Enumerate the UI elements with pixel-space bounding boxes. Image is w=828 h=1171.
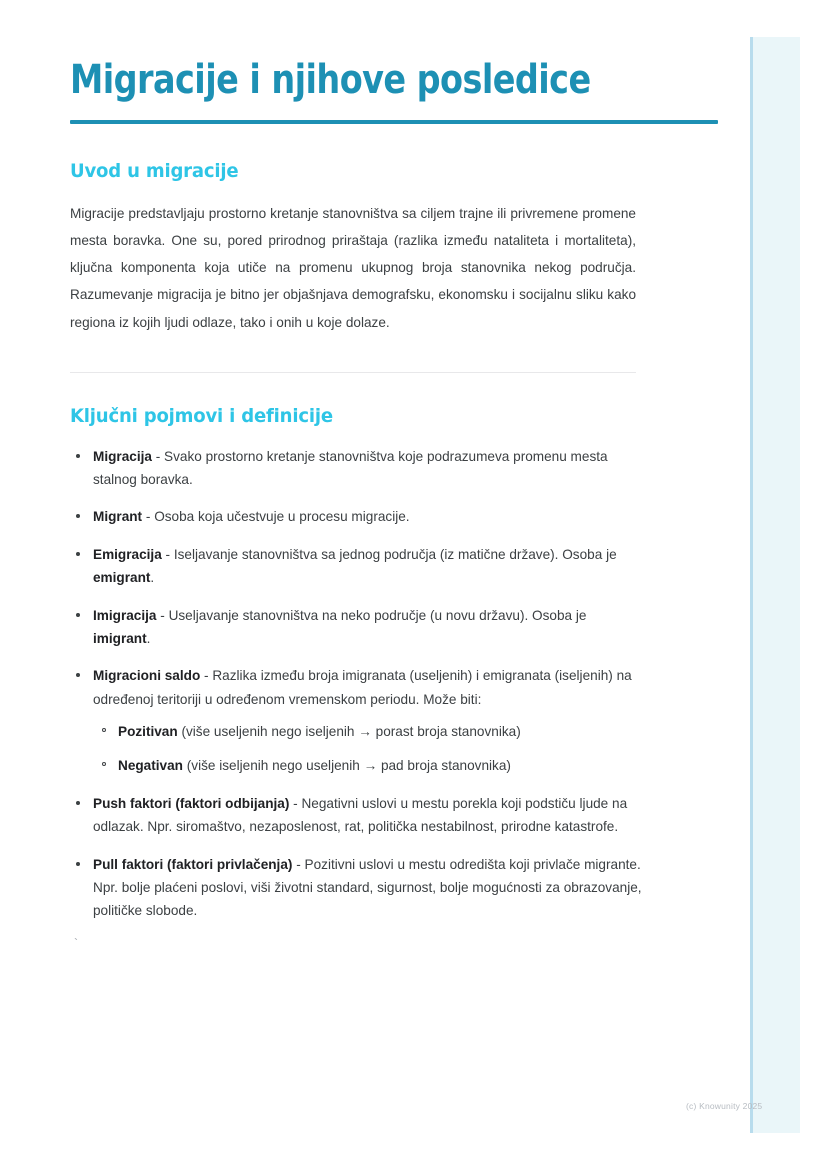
term-definition: Negativni uslovi u mestu porekla koji podstiču ljude na odlazak. Npr. siromaštvo, nezaposlenost, rat, politička nestabilnost, prirodne katastrofe. <box>93 795 628 835</box>
list-item <box>70 543 644 590</box>
term-separator: - <box>292 856 305 872</box>
bullet-dot-icon <box>76 454 80 458</box>
term-definition: Osoba koja učestvuje u procesu migracije. <box>154 509 410 525</box>
term-emphasis: imigrant <box>93 630 147 646</box>
term-separator: - <box>156 607 169 623</box>
list-item <box>70 505 644 528</box>
term-emphasis: emigrant <box>93 570 151 586</box>
term-separator: - <box>289 795 302 811</box>
bullet-dot-icon <box>76 801 80 805</box>
list-item <box>93 720 644 743</box>
bullet-circle-icon <box>102 728 106 732</box>
bullet-dot-icon <box>76 514 80 518</box>
term-separator: - <box>151 448 165 464</box>
title-underline-rule <box>70 120 718 124</box>
bullet-dot-icon <box>76 673 80 677</box>
list-item <box>70 664 644 778</box>
term-definition-tail: . <box>146 630 151 646</box>
list-item <box>70 853 644 923</box>
term-definition: Pozitivni uslovi u mestu odredišta koji privlače migrante. Npr. bolje plaćeni poslovi, viši životni standard, sigurnost, bolje mogućnosti za obrazovanje, političke slobode. <box>93 856 642 919</box>
bullet-circle-icon <box>102 762 106 766</box>
bullet-dot-icon <box>76 613 80 617</box>
term-name: Push faktori (faktori odbijanja) <box>93 795 290 811</box>
section-heading-intro: Uvod u migracije <box>70 159 239 182</box>
bullet-dot-icon <box>76 552 80 556</box>
subterm-name: Pozitivan <box>118 724 178 740</box>
term-name: Migrant <box>93 509 143 525</box>
term-definition: Razlika između broja imigranata (useljenih) i emigranata (iseljenih) na određenoj teritoriji u određenom vremenskom periodu. Može biti: <box>93 668 632 707</box>
key-terms-list <box>70 445 644 923</box>
term-name: Migracija <box>93 448 152 464</box>
term-definition: Svako prostorno kretanje stanovništva koje podrazumeva promenu mesta stalnog boravka. <box>93 448 608 488</box>
subterm-name: Negativan <box>118 758 183 774</box>
intro-paragraph: Migracije predstavljaju prostorno kretanje stanovništva sa ciljem trajne ili privremene promene mesta boravka. One su, pored prirodnog priraštaja (razlika između nataliteta i mortaliteta), ključna komponenta koja utiče na promenu ukupnog broja stanovnika nekog područja. Razumevanje migracija je bitno jer objašnjava demografsku, ekonomsku i socijalnu sliku kako regiona iz kojih ljudi odlaze, tako i onih u koje dolaze. <box>70 205 636 330</box>
migration-balance-sublist <box>93 720 644 778</box>
bullet-dot-icon <box>76 862 80 866</box>
term-separator: - <box>161 546 174 562</box>
term-name: Migracioni saldo <box>93 668 201 684</box>
term-definition: Iseljavanje stanovništva sa jednog područja (iz matične države). Osoba je <box>173 546 617 562</box>
page-title: Migracije i njihove posledice <box>70 57 591 103</box>
list-item <box>70 445 644 492</box>
list-item <box>70 604 644 651</box>
list-item <box>70 792 644 839</box>
footer-copyright: (c) Knowunity 2025 <box>686 1101 763 1111</box>
subterm-text: (više iseljenih nego useljenih → pad broja stanovnika) <box>182 758 511 774</box>
term-name: Imigracija <box>93 607 157 623</box>
term-definition-tail: . <box>150 570 155 586</box>
term-separator: - <box>142 509 155 525</box>
term-name: Pull faktori (faktori privlačenja) <box>93 856 293 872</box>
section-divider <box>70 372 636 373</box>
term-definition: Useljavanje stanovništva na neko područje (u novu državu). Osoba je <box>168 607 587 623</box>
stray-backtick-mark: ` <box>74 935 78 950</box>
subterm-text: (više useljenih nego iseljenih → porast broja stanovnika) <box>177 724 521 740</box>
term-separator: - <box>200 668 213 684</box>
section-heading-key-terms: Ključni pojmovi i definicije <box>70 404 333 427</box>
list-item <box>93 754 644 777</box>
term-name: Emigracija <box>93 546 162 562</box>
